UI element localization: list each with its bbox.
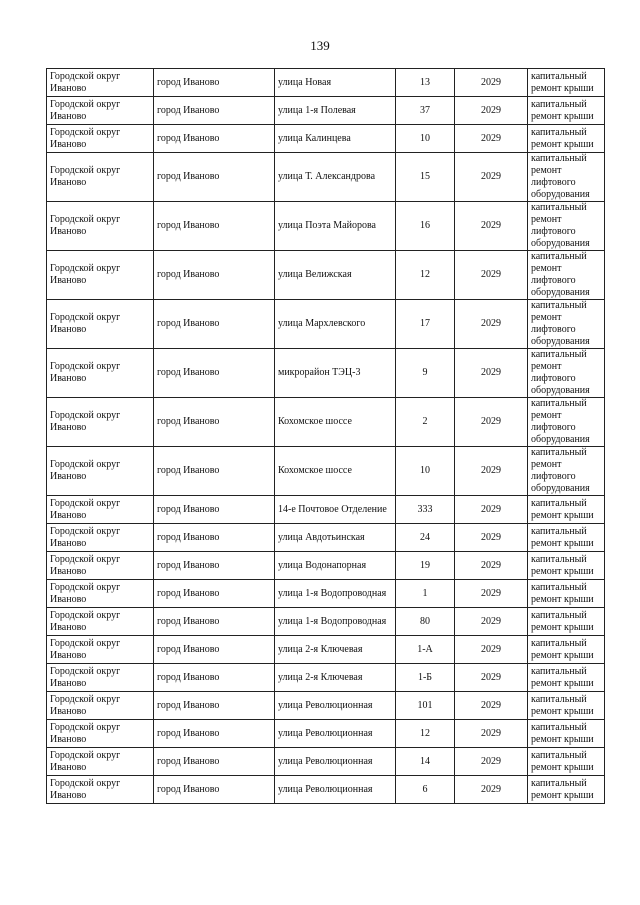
work-type-cell: капитальный ремонт крыши [528, 636, 605, 664]
house-number-cell: 1 [396, 580, 455, 608]
table-row [47, 251, 605, 300]
settlement-cell: город Иваново [154, 153, 275, 202]
work-type-cell: капитальный ремонт крыши [528, 748, 605, 776]
settlement-cell: город Иваново [154, 776, 275, 804]
house-number-cell: 10 [396, 125, 455, 153]
street-cell: 14-е Почтовое Отделение [275, 496, 396, 524]
year-cell: 2029 [455, 524, 528, 552]
table-row [47, 692, 605, 720]
year-cell: 2029 [455, 580, 528, 608]
year-cell: 2029 [455, 349, 528, 398]
year-cell: 2029 [455, 692, 528, 720]
municipality-cell: Городской округ Иваново [47, 251, 154, 300]
house-number-cell: 16 [396, 202, 455, 251]
work-type-cell: капитальный ремонт крыши [528, 608, 605, 636]
table-row [47, 125, 605, 153]
work-type-cell: капитальный ремонт крыши [528, 125, 605, 153]
street-cell: улица Калинцева [275, 125, 396, 153]
municipality-cell: Городской округ Иваново [47, 202, 154, 251]
settlement-cell: город Иваново [154, 580, 275, 608]
settlement-cell: город Иваново [154, 636, 275, 664]
municipality-cell: Городской округ Иваново [47, 748, 154, 776]
work-type-cell: капитальный ремонт крыши [528, 496, 605, 524]
street-cell: улица 1-я Водопроводная [275, 580, 396, 608]
work-type-cell: капитальный ремонт крыши [528, 524, 605, 552]
year-cell: 2029 [455, 776, 528, 804]
table-row [47, 636, 605, 664]
house-number-cell: 14 [396, 748, 455, 776]
street-cell: улица Революционная [275, 720, 396, 748]
house-number-cell: 9 [396, 349, 455, 398]
house-number-cell: 2 [396, 398, 455, 447]
municipality-cell: Городской округ Иваново [47, 153, 154, 202]
work-type-cell: капитальный ремонт крыши [528, 692, 605, 720]
work-type-cell: капитальный ремонт крыши [528, 664, 605, 692]
municipality-cell: Городской округ Иваново [47, 97, 154, 125]
settlement-cell: город Иваново [154, 202, 275, 251]
settlement-cell: город Иваново [154, 349, 275, 398]
work-type-cell: капитальный ремонт лифтового оборудования [528, 300, 605, 349]
year-cell: 2029 [455, 69, 528, 97]
street-cell: улица Мархлевского [275, 300, 396, 349]
municipality-cell: Городской округ Иваново [47, 496, 154, 524]
table-body [47, 69, 605, 804]
year-cell: 2029 [455, 153, 528, 202]
house-number-cell: 12 [396, 720, 455, 748]
work-type-cell: капитальный ремонт лифтового оборудования [528, 349, 605, 398]
work-type-cell: капитальный ремонт крыши [528, 580, 605, 608]
municipality-cell: Городской округ Иваново [47, 776, 154, 804]
table-row [47, 524, 605, 552]
settlement-cell: город Иваново [154, 748, 275, 776]
year-cell: 2029 [455, 720, 528, 748]
house-number-cell: 1-Б [396, 664, 455, 692]
settlement-cell: город Иваново [154, 125, 275, 153]
table-row [47, 97, 605, 125]
year-cell: 2029 [455, 202, 528, 251]
settlement-cell: город Иваново [154, 552, 275, 580]
house-number-cell: 17 [396, 300, 455, 349]
street-cell: Кохомское шоссе [275, 398, 396, 447]
municipality-cell: Городской округ Иваново [47, 720, 154, 748]
street-cell: улица Т. Александрова [275, 153, 396, 202]
municipality-cell: Городской округ Иваново [47, 580, 154, 608]
table-row [47, 202, 605, 251]
house-number-cell: 80 [396, 608, 455, 636]
street-cell: улица Поэта Майорова [275, 202, 396, 251]
work-type-cell: капитальный ремонт крыши [528, 97, 605, 125]
house-number-cell: 1-А [396, 636, 455, 664]
settlement-cell: город Иваново [154, 496, 275, 524]
street-cell: улица 2-я Ключевая [275, 664, 396, 692]
table-row [47, 398, 605, 447]
house-number-cell: 12 [396, 251, 455, 300]
street-cell: улица Революционная [275, 776, 396, 804]
table-row [47, 580, 605, 608]
house-number-cell: 24 [396, 524, 455, 552]
work-type-cell: капитальный ремонт крыши [528, 552, 605, 580]
table-row [47, 496, 605, 524]
municipality-cell: Городской округ Иваново [47, 524, 154, 552]
municipality-cell: Городской округ Иваново [47, 447, 154, 496]
settlement-cell: город Иваново [154, 398, 275, 447]
settlement-cell: город Иваново [154, 251, 275, 300]
municipality-cell: Городской округ Иваново [47, 69, 154, 97]
house-number-cell: 10 [396, 447, 455, 496]
work-type-cell: капитальный ремонт лифтового оборудования [528, 447, 605, 496]
year-cell: 2029 [455, 447, 528, 496]
municipality-cell: Городской округ Иваново [47, 398, 154, 447]
settlement-cell: город Иваново [154, 524, 275, 552]
work-type-cell: капитальный ремонт лифтового оборудования [528, 398, 605, 447]
table-row [47, 69, 605, 97]
work-type-cell: капитальный ремонт крыши [528, 69, 605, 97]
table-row [47, 447, 605, 496]
year-cell: 2029 [455, 398, 528, 447]
settlement-cell: город Иваново [154, 692, 275, 720]
house-number-cell: 19 [396, 552, 455, 580]
settlement-cell: город Иваново [154, 69, 275, 97]
municipality-cell: Городской округ Иваново [47, 636, 154, 664]
house-number-cell: 6 [396, 776, 455, 804]
year-cell: 2029 [455, 251, 528, 300]
work-type-cell: капитальный ремонт лифтового оборудования [528, 202, 605, 251]
year-cell: 2029 [455, 552, 528, 580]
work-type-cell: капитальный ремонт крыши [528, 776, 605, 804]
house-number-cell: 101 [396, 692, 455, 720]
table-row [47, 349, 605, 398]
street-cell: Кохомское шоссе [275, 447, 396, 496]
table-row [47, 552, 605, 580]
table-row [47, 776, 605, 804]
settlement-cell: город Иваново [154, 720, 275, 748]
table-row [47, 748, 605, 776]
page-number: 139 [310, 38, 330, 53]
year-cell: 2029 [455, 125, 528, 153]
municipality-cell: Городской округ Иваново [47, 692, 154, 720]
street-cell: улица Революционная [275, 692, 396, 720]
settlement-cell: город Иваново [154, 97, 275, 125]
settlement-cell: город Иваново [154, 664, 275, 692]
settlement-cell: город Иваново [154, 447, 275, 496]
municipality-cell: Городской округ Иваново [47, 664, 154, 692]
settlement-cell: город Иваново [154, 300, 275, 349]
municipality-cell: Городской округ Иваново [47, 349, 154, 398]
street-cell: улица Новая [275, 69, 396, 97]
street-cell: улица Авдотьинская [275, 524, 396, 552]
table-row [47, 664, 605, 692]
housing-repair-table [46, 68, 605, 804]
table-row [47, 300, 605, 349]
house-number-cell: 333 [396, 496, 455, 524]
street-cell: улица 1-я Водопроводная [275, 608, 396, 636]
street-cell: улица 2-я Ключевая [275, 636, 396, 664]
municipality-cell: Городской округ Иваново [47, 552, 154, 580]
year-cell: 2029 [455, 300, 528, 349]
house-number-cell: 37 [396, 97, 455, 125]
street-cell: улица Революционная [275, 748, 396, 776]
table-row [47, 153, 605, 202]
year-cell: 2029 [455, 97, 528, 125]
table-row [47, 720, 605, 748]
work-type-cell: капитальный ремонт крыши [528, 720, 605, 748]
house-number-cell: 13 [396, 69, 455, 97]
municipality-cell: Городской округ Иваново [47, 608, 154, 636]
table-row [47, 608, 605, 636]
house-number-cell: 15 [396, 153, 455, 202]
municipality-cell: Городской округ Иваново [47, 300, 154, 349]
year-cell: 2029 [455, 664, 528, 692]
year-cell: 2029 [455, 748, 528, 776]
settlement-cell: город Иваново [154, 608, 275, 636]
street-cell: улица Водонапорная [275, 552, 396, 580]
work-type-cell: капитальный ремонт лифтового оборудования [528, 153, 605, 202]
year-cell: 2029 [455, 608, 528, 636]
municipality-cell: Городской округ Иваново [47, 125, 154, 153]
year-cell: 2029 [455, 496, 528, 524]
street-cell: улица Велижская [275, 251, 396, 300]
street-cell: улица 1-я Полевая [275, 97, 396, 125]
work-type-cell: капитальный ремонт лифтового оборудования [528, 251, 605, 300]
street-cell: микрорайон ТЭЦ-3 [275, 349, 396, 398]
year-cell: 2029 [455, 636, 528, 664]
